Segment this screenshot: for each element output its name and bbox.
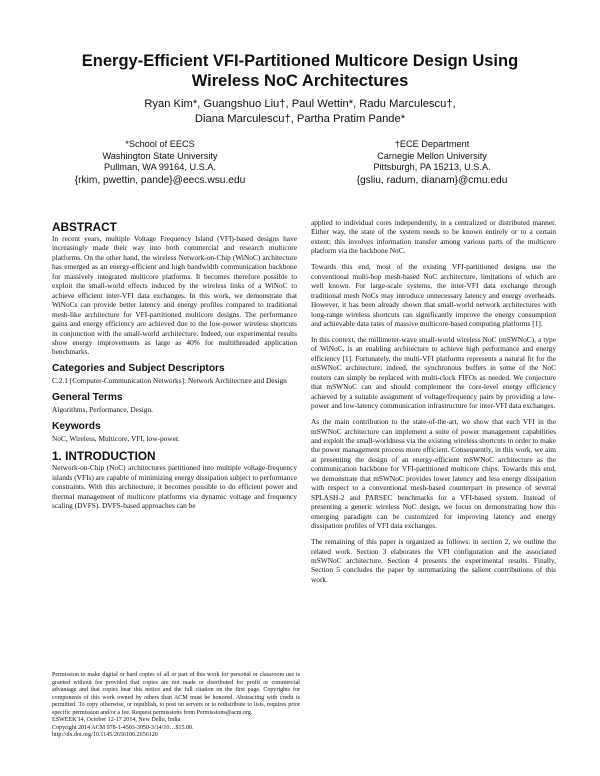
affiliation-email: {gsliu, radum, dianam}@cmu.edu — [356, 174, 508, 186]
title-line-2: Wireless NoC Architectures — [191, 72, 409, 90]
affiliation-org: Washington State University — [102, 150, 218, 161]
affiliation-cmu — [317, 139, 547, 188]
categories-heading: Categories and Subject Descriptors — [52, 363, 225, 375]
author-list — [40, 97, 560, 127]
authors-line-2: Diana Marculescu†, Partha Pratim Pande* — [194, 113, 406, 125]
introduction-paragraph-2: Towards this end, most of the existing VFI-partitioned designs use the conventional multi-hop mesh-based NoC architecture, limitations of which are well known. For large-scale systems, the inter-VFI data exchange through traditional mesh NoCs may introduce unnecessary latency and energy overheads. However, it has been already shown that small-world network architectures with long-range wireless shortcuts can significantly improve the energy consumption and achievable data rates of massive multicore-based computing platforms [1]. — [311, 262, 556, 329]
abstract-heading: ABSTRACT — [52, 220, 117, 234]
affiliation-email: {rkim, pwettin, pande}@eecs.wsu.edu — [74, 174, 246, 186]
permission-text: Permission to make digital or hard copies of all or part of this work for personal or classroom use is granted without fee provided that copies are not made or distributed for profit or commercial advantage and that copies bear this notice and the full citation on the first page. Copyrights for components of this work owned by others than ACM must be honored. Abstracting with credit is permitted. To copy otherwise, or republish, to post on servers or to redistribute to lists, requires prior specific permission and/or a fee. Request permissions from Permissions@acm.org. — [52, 672, 300, 716]
affiliation-name: *School of EECS — [125, 139, 195, 149]
affiliation-name: †ECE Department — [394, 139, 470, 149]
keywords-heading: Keywords — [52, 421, 101, 433]
authors-line-1: Ryan Kim*, Guangshuo Liu†, Paul Wettin*, Radu Marculescu†, — [144, 98, 456, 110]
keywords-section — [52, 421, 297, 443]
general-terms-section — [52, 392, 297, 414]
introduction-paragraph-5: The remaining of this paper is organized as follows: in section 2, we outline the related work. Section 3 elaborates the VFI configuration and the associated mSWNoC architecture. Section 4 presents the experimental results. Finally, Section 5 concludes the paper by summarizing the salient contributions of this work. — [311, 537, 556, 584]
left-column — [52, 218, 297, 517]
affiliation-place: Pittsburgh, PA 15213, U.S.A. — [373, 162, 491, 172]
copyright-line: Copyright 2014 ACM 978-1-4503-3050-3/14/10…$15.00. — [52, 724, 194, 731]
general-terms-heading: General Terms — [52, 392, 123, 404]
affiliation-wsu — [45, 139, 275, 188]
abstract-text: In recent years, multiple Voltage Frequency Island (VFI)-based designs have increasingly made their way into both commercial and research multicore platforms. On the other hand, the wireless Network-on-Chip (WiNoC) architecture has emerged as an energy-efficient and high bandwidth communication backbone for massively integrated multicore platforms. It becomes therefore possible to exploit the small-world effects induced by the wireless links of a WiNoC to achieve efficient inter-VFI data exchanges. In this work, we demonstrate that WiNoCs can provide better latency and energy profiles compared to traditional mesh-like architecture for VFI-partitioned multicore designs. The performance gains and energy efficiency are achieved due to the low-power wireless shortcuts in conjunction with the small-world architecture. Indeed, our experimental results show energy improvements as large as 40% for multithreaded application benchmarks. — [52, 234, 297, 357]
keywords-text: NoC, Wireless, Multicore, VFI, low-power. — [52, 434, 180, 444]
conference-venue: ESWEEK'14, October 12-17 2014, New Delhi, India — [52, 717, 181, 723]
introduction-heading: 1. INTRODUCTION — [52, 449, 156, 464]
introduction-paragraph-1: Network-on-Chip (NoC) architectures partitioned into multiple voltage-frequency islands (VFIs) are capable of minimizing energy dissipation subject to performance constraints. With this architecture, it becomes possible to do efficient power and thermal management of multicore platforms via dynamic voltage and frequency scaling (DVFS). DVFS-based approaches can be — [52, 463, 297, 511]
introduction-paragraph-3: In this context, the millimeter-wave small-world wireless NoC (mSWNoC), a type of WiNoC, is an enabling architecture to achieve high performance and energy efficiency [1]. Fortunately, the multi-VFI platforms represents a natural fit for the mSWNoC architecture; indeed, the synchronous buffers in some of the NoC routers can simply be replaced with multi-clock FIFOs as needed. We conjecture that mSWNoC can and should complement the core-level energy efficiency achieved by a suitable assignment of voltage/frequency pairs by providing a low-power and low-latency communication infrastructure for inter-VFI data exchanges. — [311, 334, 556, 411]
introduction-paragraph-4: As the main contribution to the state-of-the-art, we show that each VFI in the mSWNoC architecture can implement a suite of power management capabilities and exploit the small-worldness via the existing wireless shortcuts in order to make the power management process more efficient. Consequently, in this work, we aim at presenting the design of an energy-efficient mSWNoC architecture as the communication backbone for VFI-partitioned multicore chips. Towards this end, we demonstrate that mSWNoC provides lower latency and less energy dissipation with respect to a conventional mesh-based counterpart in presence of several SPLASH-2 and PARSEC benchmarks for a VFI-based system. Instead of presenting a generic wireless NoC design, we focus on demonstrating how this emerging paradigm can be customized for improving latency and energy dissipation profiles of VFI data exchanges. — [311, 417, 556, 531]
categories-text: C.2.1 [Computer-Communication Networks]: Network Architecture and Design — [52, 376, 287, 386]
introduction-section — [52, 450, 297, 510]
right-column — [311, 218, 556, 591]
permission-notice — [52, 672, 300, 740]
paper-title — [40, 51, 560, 91]
affiliation-place: Pullman, WA 99164, U.S.A. — [103, 162, 216, 172]
introduction-paragraph-1-continued: applied to individual cores independently, in a centralized or distributed manner. Either way, the state of the system needs to be known entirely or to a certain extent; this involves information transfer among various parts of the multicore platform via the backbone NoC. — [311, 218, 556, 256]
general-terms-text: Algorithms, Performance, Design. — [52, 405, 153, 415]
abstract-section — [52, 221, 297, 357]
doi-link: http://dx.doi.org/10.1145/2656106.2656120 — [52, 732, 158, 738]
title-line-1: Energy-Efficient VFI-Partitioned Multicore Design Using — [81, 52, 519, 70]
affiliation-org: Carnegie Mellon University — [377, 150, 487, 161]
categories-section — [52, 363, 297, 385]
